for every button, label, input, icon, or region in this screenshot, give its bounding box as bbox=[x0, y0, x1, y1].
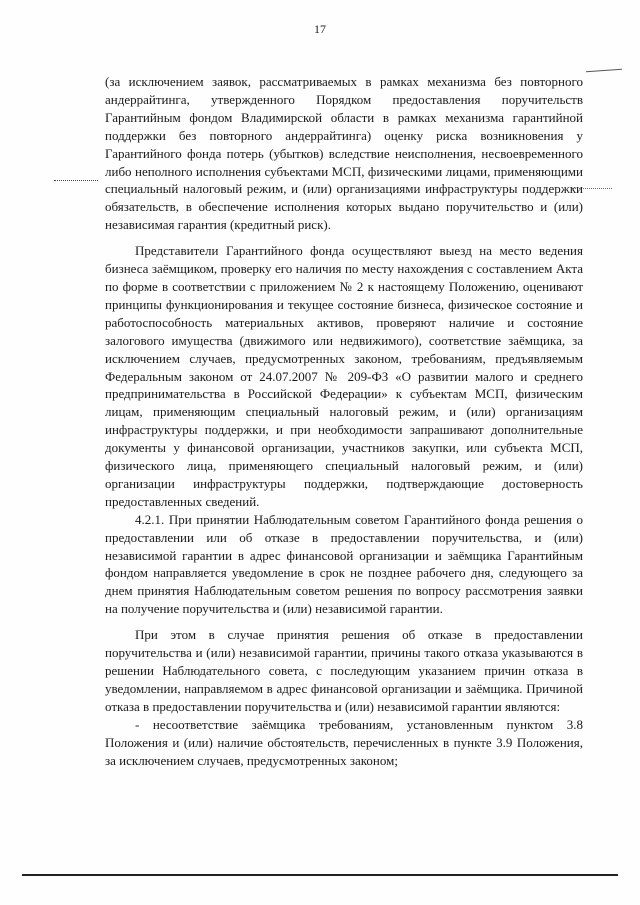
bottom-rule bbox=[22, 874, 618, 876]
paragraph-site-visit: Представители Гарантийного фонда осуществляют выезд на место ведения бизнеса заёмщиком, проверку его наличия по месту нахождения с составлением Акта по форме в соответствии с приложением № 2 к настоящему Положению, оценивают принципы функционирования и текущее состояние бизнеса, физическое состояние и работоспособность материальных активов, проверяют наличие и состояние залогового имущества (движимого или недвижимого), соответствие заёмщика, за исключением случаев, предусмотренных законом, требованиям, предъявляемым Федеральным законом от 24.07.2007 № 209-ФЗ «О развитии малого и среднего предпринимательства в Российской Федерации» к субъектам МСП, физическим лицам, применяющим специальный налоговый режим, и (или) организациям инфраструктуры поддержки, и при необходимости запрашивают дополнительные документы у финансовой организации, участников закупки, или субъекта МСП, физического лица, применяющего специальный налоговый режим, и (или) организации инфраструктуры поддержки, подтверждающие достоверность предоставленных сведений. bbox=[105, 243, 583, 509]
document-body bbox=[105, 73, 583, 769]
paragraph-continuation: (за исключением заявок, рассматриваемых в рамках механизма без повторного андеррайтинга, утвержденного Порядком предоставления поручительств Гарантийным фондом Владимирской области в рамках механизма гарантийной поддержки без повторного андеррайтинга) оценку риска возникновения у Гарантийного фонда потерь (убытков) вследствие неисполнения, несвоевременного либо неполного исполнения субъектами МСП, физическими лицами, применяющими специальный налоговый режим, и (или) организациями инфраструктуры поддержки обязательств, в обеспечение исполнения которых выдано поручительство и (или) независимая гарантия (кредитный риск). bbox=[105, 74, 583, 233]
scan-artifact-mark bbox=[54, 180, 98, 181]
page-number: 17 bbox=[314, 22, 326, 36]
scan-artifact-mark bbox=[586, 69, 622, 73]
paragraph-4-2-1: 4.2.1. При принятии Наблюдательным советом Гарантийного фонда решения о предоставлении или об отказе в предоставлении поручительства, и (или) независимой гарантии в адрес финансовой организации и заёмщика Гарантийным фондом направляется уведомление в срок не позднее рабочего дня, следующего за днем принятия Наблюдательным советом решения по вопросу рассмотрения заявки на получение поручительства и (или) независимой гарантии. bbox=[105, 511, 583, 617]
list-item-refusal-reason: - несоответствие заёмщика требованиям, установленным пунктом 3.8 Положения и (или) наличие обстоятельств, перечисленных в пункте 3.9 Положения, за исключением случаев, предусмотренных законом; bbox=[105, 716, 583, 768]
paragraph-refusal-reasons: При этом в случае принятия решения об отказе в предоставлении поручительства и (или) независимой гарантии, причины такого отказа указываются в решении Наблюдательного совета, с последующим указанием причин отказа в уведомлении, направляемом в адрес финансовой организации и заёмщика. Причиной отказа в предоставлении поручительства и (или) независимой гарантии являются: bbox=[105, 627, 583, 714]
